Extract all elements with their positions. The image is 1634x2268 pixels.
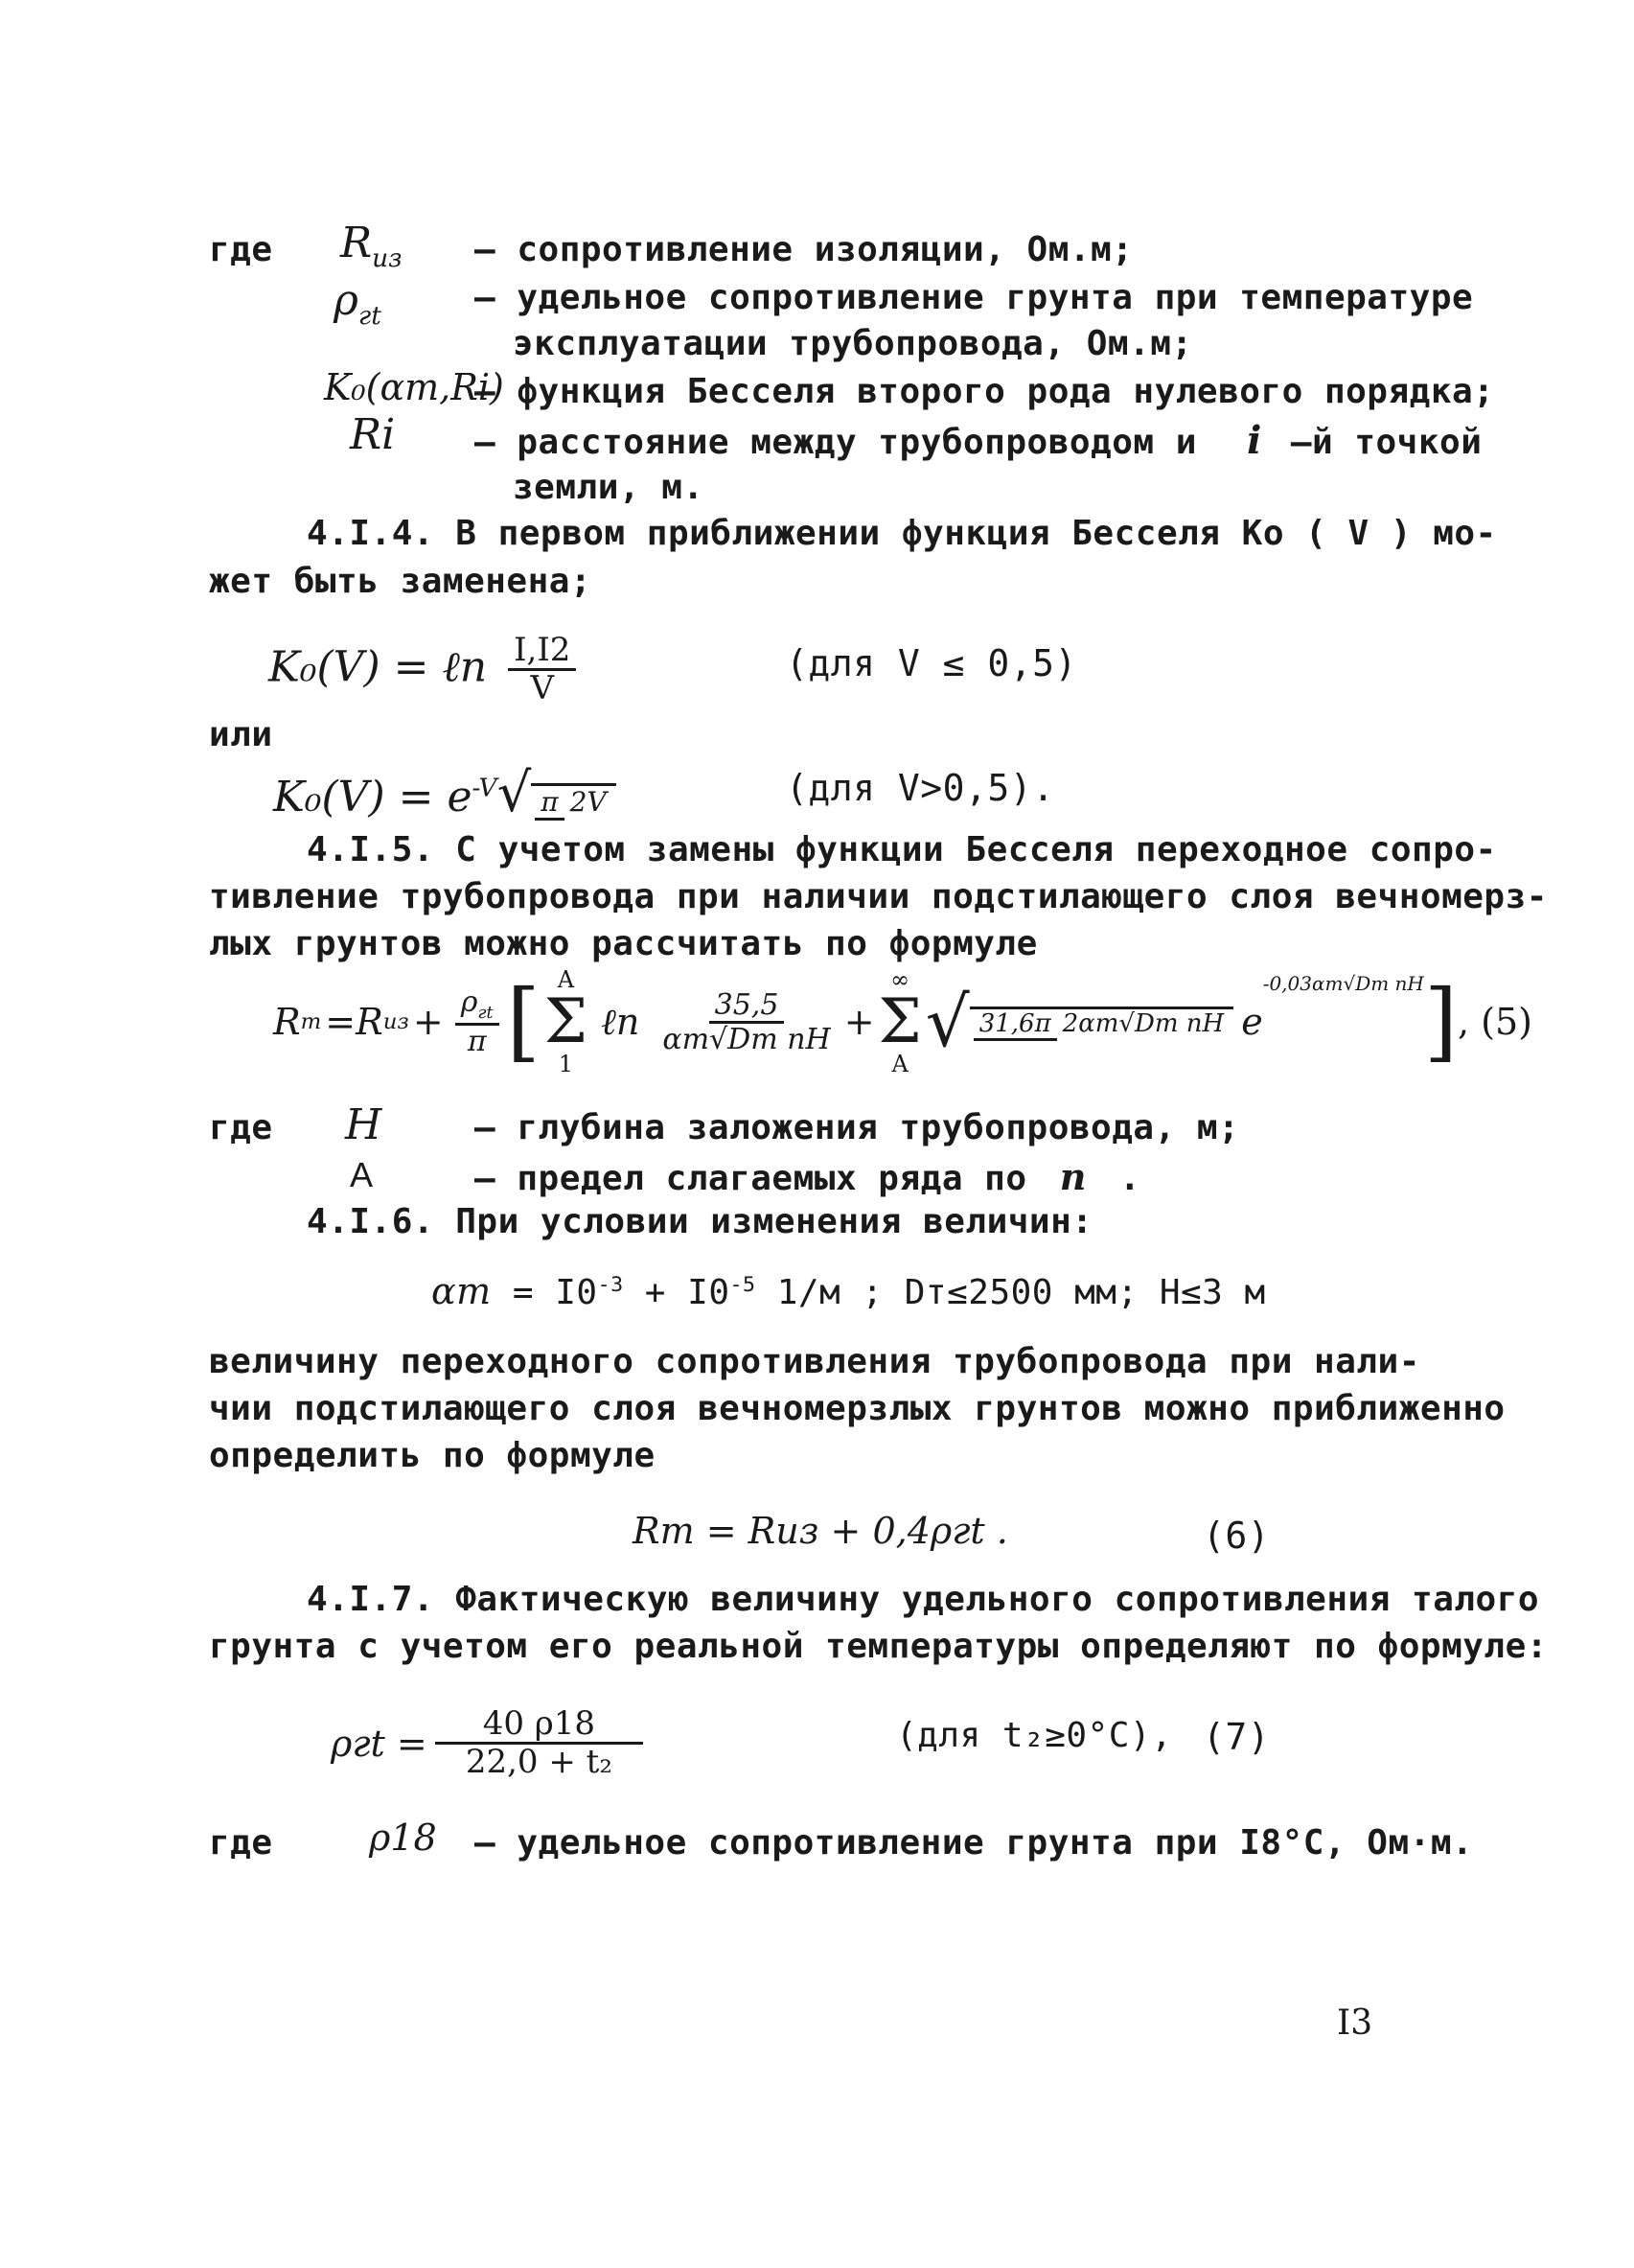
para-after-line2: чии подстилающего слоя вечномерзлых грунтов можно приближенно xyxy=(209,1389,1506,1428)
or-word: или xyxy=(209,715,273,754)
formula-6: Rт = Rиз + 0,4ρгt . xyxy=(633,1510,1008,1552)
formula-6-number: (6) xyxy=(1203,1515,1271,1557)
para-4-1-4-line2: жет быть заменена; xyxy=(209,562,592,601)
formula-7-number: (7) xyxy=(1203,1716,1271,1758)
where-label: где xyxy=(209,230,273,269)
symbol-r-iz: $R_{из}$ xyxy=(340,219,403,273)
para-4-1-7-line1: 4.I.7. Фактическую величину удельного сопротивления талого xyxy=(307,1580,1540,1619)
def-ri: – расстояние между трубопроводом и i –й точкой xyxy=(474,418,1483,463)
para-4-1-5-line1: 4.I.5. С учетом замены функции Бесселя переходное сопро- xyxy=(307,830,1497,869)
where-label-2: где xyxy=(209,1108,273,1147)
symbol-rho-18: ρ18 xyxy=(369,1817,437,1859)
def-ri-cont: земли, м. xyxy=(513,468,704,507)
def-h: – глубина заложения трубопровода, м; xyxy=(474,1108,1240,1147)
para-after-line1: величину переходного сопротивления трубопровода при нали- xyxy=(209,1342,1420,1381)
para-4-1-5-line2: тивление трубопровода при наличии подстилающего слоя вечномерз- xyxy=(209,877,1548,916)
symbol-bessel: K₀(αт,Ri) xyxy=(324,366,504,408)
def-rho-gt-cont: эксплуатации трубопровода, Ом.м; xyxy=(513,324,1193,363)
conditions: $\alpha т = I0^{-3} + I0^{-5}$ 1/м ; Dт≤2500 мм; H≤3 м xyxy=(431,1270,1266,1312)
formula-b: $K_0(V) = e^{-V}√$ π 2V xyxy=(273,762,624,824)
where-label-3: где xyxy=(209,1823,273,1863)
def-r-iz: – сопротивление изоляции, Ом.м; xyxy=(474,230,1134,269)
formula-a: K₀(V) = ℓn $\frac{I,I2}{V}$ xyxy=(268,633,584,707)
para-4-1-4-line1: 4.I.4. В первом приближении функция Бесселя Ко ( V ) мо- xyxy=(307,514,1497,553)
page-number: I3 xyxy=(1337,2003,1373,2043)
symbol-ri: Ri xyxy=(350,410,396,459)
symbol-a: A xyxy=(350,1155,374,1194)
formula-a-condition: (для V ≤ 0,5) xyxy=(786,642,1077,684)
para-after-line3: определить по формуле xyxy=(209,1436,656,1475)
para-4-1-7-line2: грунта с учетом его реальной температуры определяют по формуле: xyxy=(209,1627,1548,1666)
para-4-1-6: 4.I.6. При условии изменения величин: xyxy=(307,1202,1093,1241)
formula-7-condition: (для t₂≥0°C), xyxy=(896,1716,1173,1755)
symbol-rho-gt: $\rho_{гt}$ xyxy=(334,276,381,331)
def-rho-18: – удельное сопротивление грунта при I8°C, Ом·м. xyxy=(474,1823,1474,1863)
def-bessel: – функция Бесселя второго рода нулевого порядка; xyxy=(474,372,1495,411)
formula-b-condition: (для V>0,5). xyxy=(786,767,1055,809)
formula-7: ρгt = $\frac{40 \rho 18}{\text{22,0 + t₂}}$ xyxy=(331,1706,651,1781)
para-4-1-5-line3: лых грунтов можно рассчитать по формуле xyxy=(209,924,1038,963)
def-rho-gt: – удельное сопротивление грунта при температуре xyxy=(474,278,1474,317)
def-a: – предел слагаемых ряда по n . xyxy=(474,1155,1141,1198)
formula-5: R т = R из + $\frac{\rho_{гt}}{\pi}$ [ A Σ 1 ℓn $\frac{35,5}{\text{αт√Dт nH}}$ + ∞ Σ A √ 31,6π 2αт√Dт nH e -0,03αт√Dт nH ] , (5) xyxy=(273,966,1532,1077)
symbol-h: H xyxy=(345,1100,382,1149)
